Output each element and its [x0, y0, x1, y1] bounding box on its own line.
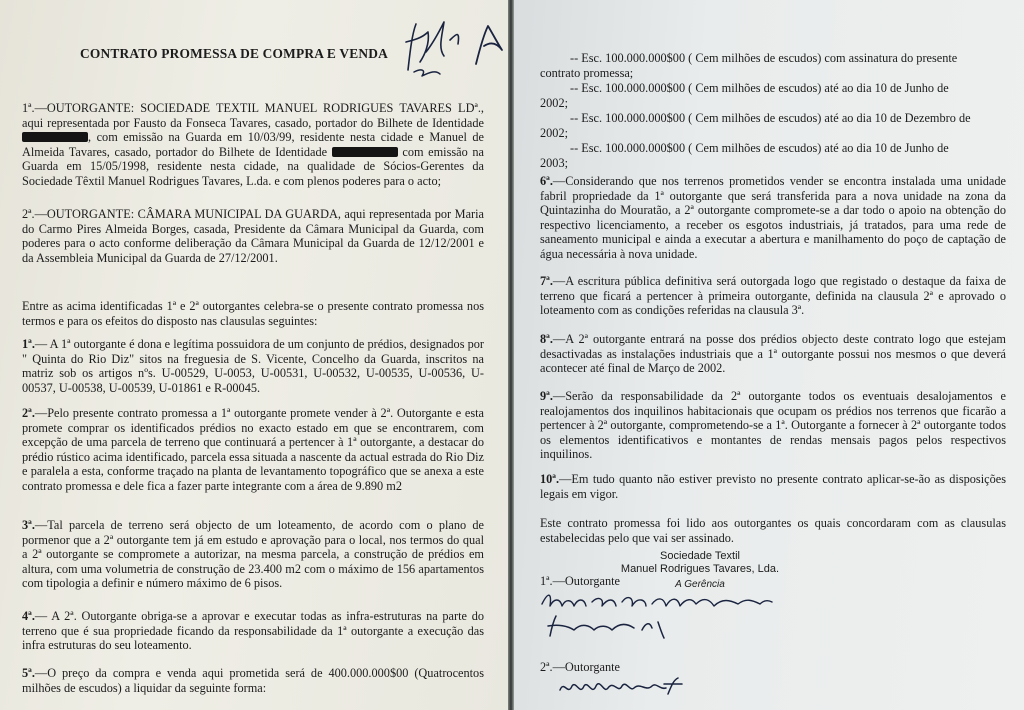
stamp-company: Manuel Rodrigues Tavares, Lda. [620, 562, 780, 575]
redaction-bar [22, 132, 88, 142]
payment-line: -- Esc. 100.000.000$00 ( Cem milhões de escudos) até ao dia 10 de Junho de [570, 81, 949, 95]
payment-line: 2002; [540, 126, 569, 140]
clause-first-party: 1ª.—OUTORGANTE: SOCIEDADE TEXTIL MANUEL RODRIGUES TAVARES LDª., aqui representada por Fausto da Fonseca Tavares, casado, portador do Bilhete de Identidade , com emissão na Guarda em 10/03/99, residente nesta cidade e Manuel de Almeida Tavares, casado, portador do Bilhete de Identidade com emissão na Guarda em 15/05/1998, residente nesta cidade, na qualidade de Sócios-Gerentes da Sociedade Têxtil Manuel Rodrigues Tavares, L.da. e com plenos poderes para o acto; [22, 101, 484, 188]
redaction-bar [332, 147, 398, 157]
payment-line: -- Esc. 100.000.000$00 ( Cem milhões de escudos) com assinatura do presente [570, 51, 958, 65]
clause-second-party: 2ª.—OUTORGANTE: CÂMARA MUNICIPAL DA GUARDA, aqui representada por Maria do Carmo Pires Almeida Borges, casada, Presidente da Câmara Municipal da Guarda, com poderes para o acto conforme deliberação da Câmara Municipal da Guarda de 12/12/2001 e da Assembleia Municipal da Guarda de 27/12/2001. [22, 207, 484, 265]
payment-line: 2003; [540, 156, 569, 170]
payment-line: -- Esc. 100.000.000$00 ( Cem milhões de escudos) até ao dia 10 de Junho de [570, 141, 949, 155]
signature-label-first-party: 1ª.—Outorgante [540, 574, 621, 588]
payment-line: -- Esc. 100.000.000$00 ( Cem milhões de escudos) até ao dia 10 de Dezembro de [570, 111, 971, 125]
stamp-role: A Gerência [675, 579, 725, 590]
clause-3: 3ª.—Tal parcela de terreno será objecto de um loteamento, de acordo com o plano de pormenor que a 2ª outorgante tem já em estudo e aprovação para o local, nos termos do qual a 2ª outorgante se compromete a autorizar, na mesma parcela, a construção de prédios em altura, com uma volumetria de construção de 23.400 m2 com o máximo de 156 apartamentos com tipologia a definir e número máximo de 6 pisos. [22, 518, 484, 591]
intro-paragraph: Entre as acima identificadas 1ª e 2ª outorgantes celebra-se o presente contrato promessa nos termos e para os efeitos do disposto nas clausulas seguintes: [22, 299, 484, 328]
left-page [0, 0, 508, 710]
clause-9: 9ª.—Serão da responsabilidade da 2ª outorgante todos os eventuais desalojamentos e realojamentos dos inquilinos habitacionais que ocupam os prédios nos terrenos que ficarão a pertencer à 2ª outorgante, comprometendo-se a 1ª. Outorgante a fornecer à 2ª outorgante todos os elementos identificativos e montantes de rendas mensais pagos pelos respectivos inquilinos. [540, 389, 1006, 462]
signature-label-second-party: 2ª.—Outorgante [540, 660, 621, 674]
payment-line: 2002; [540, 96, 569, 110]
stamp-name: Sociedade Textil [660, 550, 740, 562]
clause-1: 1ª.— A 1ª outorgante é dona e legítima possuidora de um conjunto de prédios, designados por " Quinta do Rio Diz" sitos na freguesia de S. Vicente, Concelho da Guarda, inscritos na matriz sob os artigos nºs. U-00529, U-0053, U-00531, U-00532, U-00535, U-00536, U-00537, U-00538, U-00539, U-01861 e R-00045. [22, 337, 484, 395]
payment-line: contrato promessa; [540, 66, 634, 80]
document-title: CONTRATO PROMESSA DE COMPRA E VENDA [80, 46, 388, 61]
clause-5: 5ª.—O preço da compra e venda aqui prometida será de 400.000.000$00 (Quatrocentos milhões de escudos) a liquidar da seguinte forma: [22, 666, 484, 695]
clause-8: 8ª.—A 2ª outorgante entrará na posse dos prédios objecto deste contrato logo que estejam desactivadas as instalações industriais que a 1ª outorgante possui nos mesmos o que deverá acontecer até final de Março de 2002. [540, 332, 1006, 376]
clause-10: 10ª.—Em tudo quanto não estiver previsto no presente contrato aplicar-se-ão as disposições legais em vigor. [540, 472, 1006, 501]
initials-signature [400, 12, 508, 82]
closing-paragraph: Este contrato promessa foi lido aos outorgantes os quais concordaram com as clausulas estabelecidas pelo que vai ser assinado. [540, 516, 1006, 545]
clause-6: 6ª.—Considerando que nos terrenos prometidos vender se encontra instalada uma unidade fabril propriedade da 1ª outorgante que será transferida para a nova unidade na zona da Quintazinha do Mouratão, a 2ª outorgante compromete-se a dar todo o apoio na obtenção do respectivo licenciamento, a receber os esgotos industriais, já tratados, para uma rede de saneamento municipal e ainda a executar a abertura e manilhamento do poço de captação de água necessária à nova unidade. [540, 174, 1006, 261]
clause-4: 4ª.— A 2ª. Outorgante obriga-se a aprovar e executar todas as infra-estruturas na parte do terreno que é sua propriedade ficando da responsabilidade da 1ª outorgante a execução das infra estruturas do seu loteamento. [22, 609, 484, 653]
signature-second-party [556, 674, 686, 704]
clause-2: 2ª.—Pelo presente contrato promessa a 1ª outorgante promete vender à 2ª. Outorgante e esta promete comprar os identificados prédios no exacto estado em que se encontrarem, com excepção de uma parcela de terreno que continuará a pertencer à 1ª outorgante, a destacar do prédio rústico acima identificado, parcela essa situada a nascente da actual estrada do Rio Diz e paralela a esta, conforme traçado na planta de levantamento topográfico que se anexa a este contrato promessa e dele fica a fazer parte integrante com a área de 9.890 m2 [22, 406, 484, 493]
signature-first-party [538, 586, 778, 646]
clause-7: 7ª.—A escritura pública definitiva será outorgada logo que registado o destaque da faixa de terreno que ficará a pertencer à primeira outorgante, definida na clausula 2ª e aprovado o loteamento com as condições referidas na clausula 3ª. [540, 274, 1006, 318]
